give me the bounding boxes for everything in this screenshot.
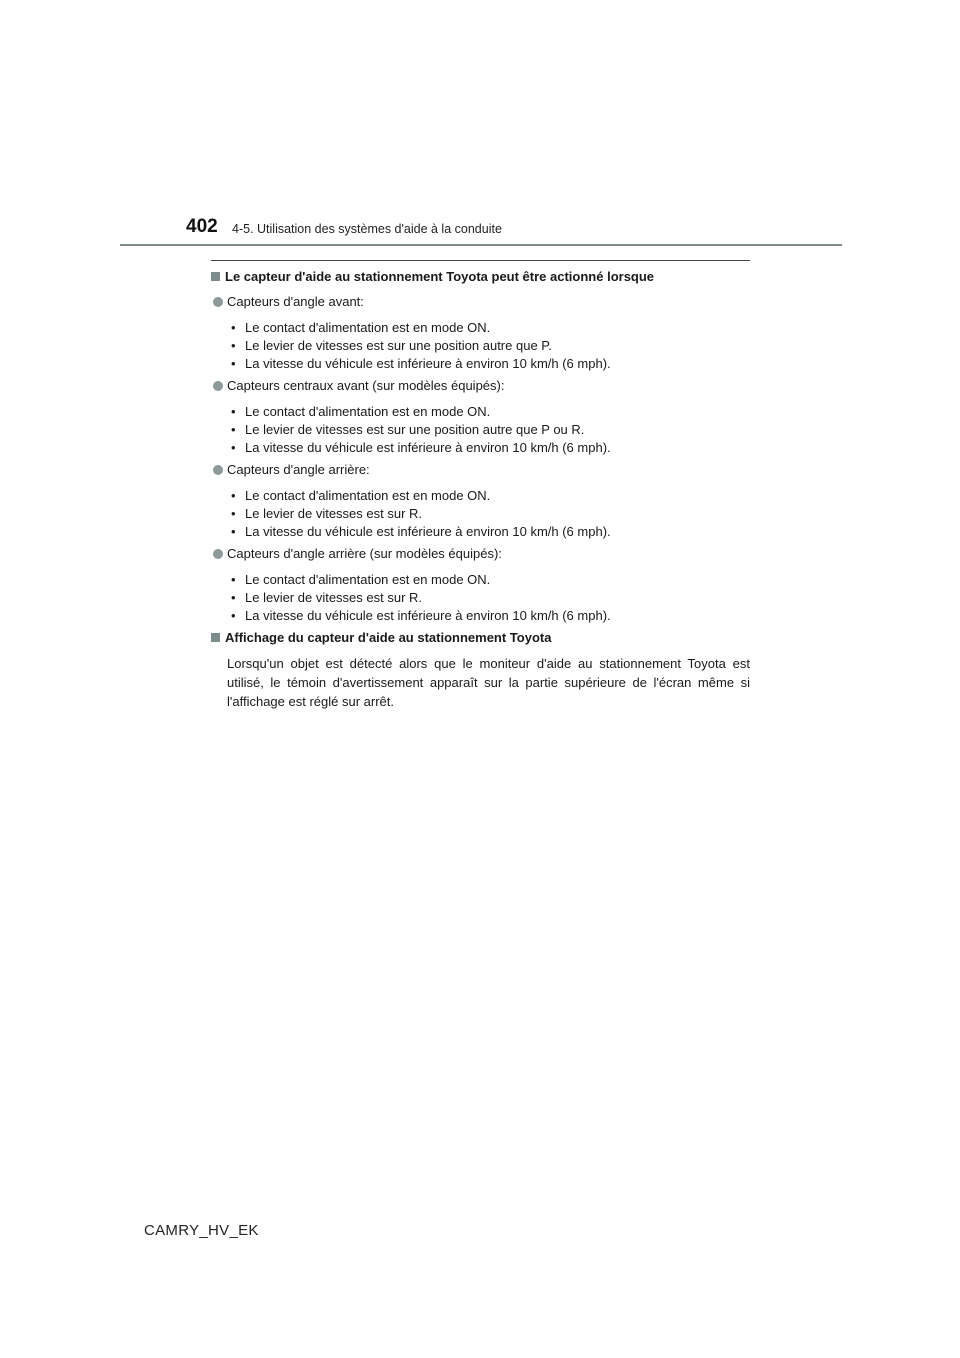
- square-bullet-icon: [211, 633, 220, 642]
- heading-text: Affichage du capteur d'aide au stationnement Toyota: [225, 630, 552, 645]
- bullet-front-corner-sensors: [211, 293, 750, 311]
- dot-marker-icon: •: [231, 422, 236, 437]
- bullet-label: Capteurs d'angle arrière (sur modèles équipés):: [227, 546, 502, 561]
- circle-bullet-icon: [213, 297, 223, 307]
- list-item-text: Le levier de vitesses est sur R.: [245, 506, 423, 521]
- section-heading-display: [211, 629, 750, 647]
- dot-marker-icon: •: [231, 356, 236, 371]
- bullet-rear-corner-sensors-equipped: [211, 545, 750, 563]
- list-item: [230, 403, 750, 421]
- page-number: 402: [186, 216, 218, 237]
- list-item: [230, 487, 750, 505]
- list-item: [230, 337, 750, 355]
- dot-marker-icon: •: [231, 440, 236, 455]
- list-item-text: La vitesse du véhicule est inférieure à environ 10 km/h (6 mph).: [245, 608, 611, 623]
- dot-marker-icon: •: [231, 608, 236, 623]
- bullet-label: Capteurs d'angle avant:: [227, 294, 364, 309]
- list-item: [230, 319, 750, 337]
- sublist: [230, 403, 750, 457]
- list-item: [230, 571, 750, 589]
- content-rule: [211, 260, 750, 261]
- list-item-text: La vitesse du véhicule est inférieure à environ 10 km/h (6 mph).: [245, 524, 611, 539]
- list-item: [230, 355, 750, 373]
- dot-marker-icon: •: [231, 506, 236, 521]
- list-item-text: Le contact d'alimentation est en mode ON.: [245, 572, 491, 587]
- list-item: [230, 439, 750, 457]
- dot-marker-icon: •: [231, 572, 236, 587]
- bullet-rear-corner-sensors: [211, 461, 750, 479]
- list-item: [230, 505, 750, 523]
- list-item-text: Le levier de vitesses est sur une position autre que P ou R.: [245, 422, 585, 437]
- dot-marker-icon: •: [231, 590, 236, 605]
- list-item: [230, 421, 750, 439]
- circle-bullet-icon: [213, 381, 223, 391]
- bullet-front-center-sensors: [211, 377, 750, 395]
- list-item: [230, 607, 750, 625]
- header-rule: [120, 244, 842, 246]
- list-item: [230, 589, 750, 607]
- dot-marker-icon: •: [231, 524, 236, 539]
- list-item: [230, 523, 750, 541]
- sublist: [230, 487, 750, 541]
- list-item-text: La vitesse du véhicule est inférieure à environ 10 km/h (6 mph).: [245, 356, 611, 371]
- dot-marker-icon: •: [231, 338, 236, 353]
- bullet-label: Capteurs d'angle arrière:: [227, 462, 370, 477]
- section-title: 4-5. Utilisation des systèmes d'aide à la conduite: [232, 222, 502, 236]
- list-item-text: Le contact d'alimentation est en mode ON.: [245, 320, 491, 335]
- section-heading-activation: [211, 268, 750, 286]
- dot-marker-icon: •: [231, 320, 236, 335]
- square-bullet-icon: [211, 272, 220, 281]
- list-item-text: La vitesse du véhicule est inférieure à environ 10 km/h (6 mph).: [245, 440, 611, 455]
- list-item-text: Le levier de vitesses est sur une position autre que P.: [245, 338, 552, 353]
- dot-marker-icon: •: [231, 488, 236, 503]
- footer-model-code: CAMRY_HV_EK: [144, 1222, 259, 1239]
- sublist: [230, 571, 750, 625]
- circle-bullet-icon: [213, 549, 223, 559]
- dot-marker-icon: •: [231, 404, 236, 419]
- bullet-label: Capteurs centraux avant (sur modèles équipés):: [227, 378, 505, 393]
- heading-text: Le capteur d'aide au stationnement Toyota peut être actionné lorsque: [225, 269, 655, 284]
- list-item-text: Le contact d'alimentation est en mode ON.: [245, 488, 491, 503]
- section-paragraph: Lorsqu'un objet est détecté alors que le moniteur d'aide au stationnement Toyota est utilisé, le témoin d'avertissement apparaît sur la partie supérieure de l'écran même si l'affichage est réglé sur arrêt.: [227, 656, 750, 709]
- circle-bullet-icon: [213, 465, 223, 475]
- sublist: [230, 319, 750, 373]
- list-item-text: Le levier de vitesses est sur R.: [245, 590, 423, 605]
- list-item-text: Le contact d'alimentation est en mode ON.: [245, 404, 491, 419]
- content: [211, 268, 750, 711]
